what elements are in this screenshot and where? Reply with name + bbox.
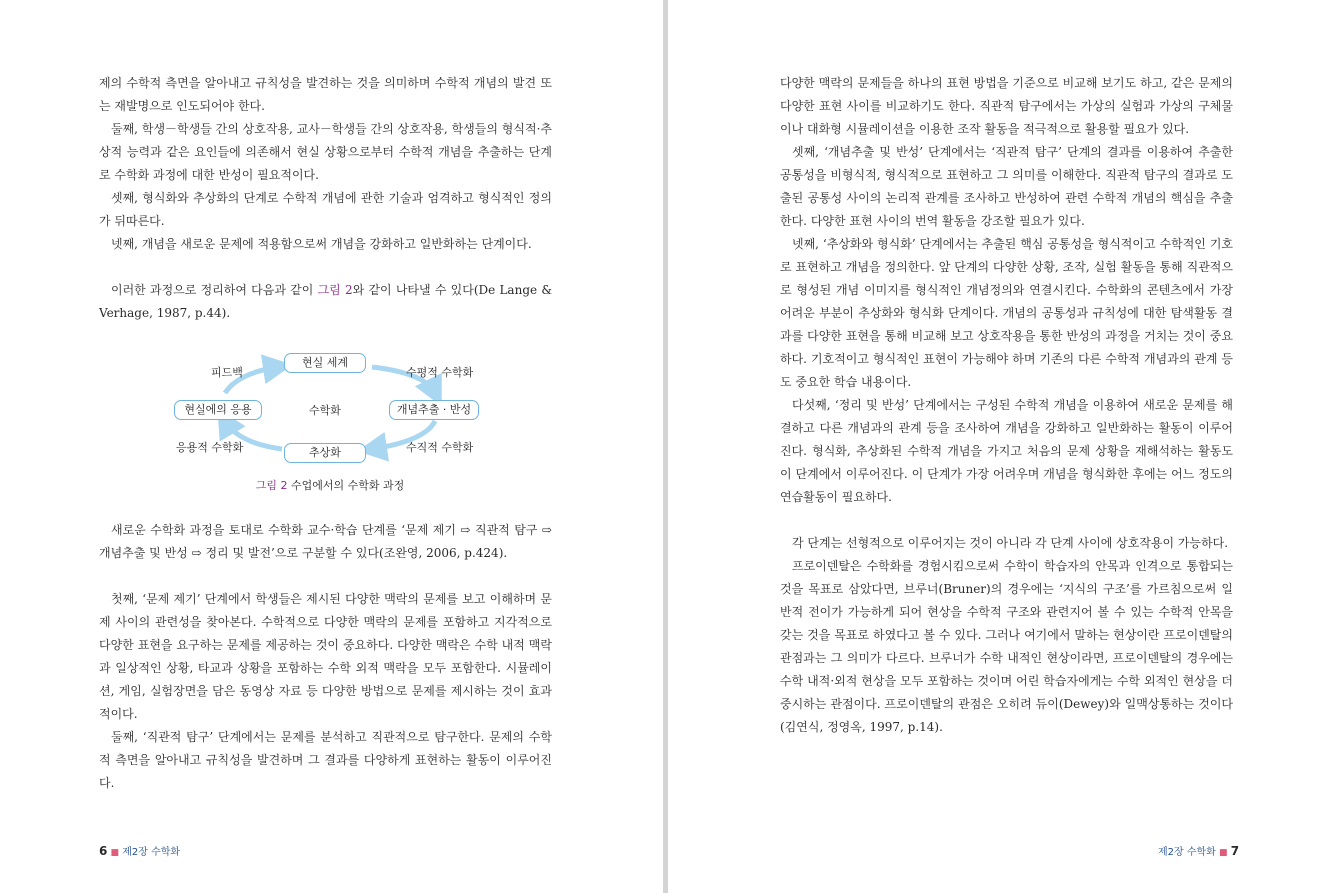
label-feedback: 피드백 [211, 366, 243, 379]
paragraph: 첫째, ‘문제 제기’ 단계에서 학생들은 제시된 다양한 맥락의 문제를 보고 이해하며 문제 사이의 관련성을 찾아본다. 수학적으로 다양한 맥락의 문제를 포함하고 지각적으로 다양한 표현을 요구하는 문제를 제공하는 것이 중요하다. 다양한 맥락은 수학 내적 맥락과 일상적인 상황, 타교과 상황을 포함하는 수학 외적 맥락을 모두 포함한다. 시뮬레이션, 게임, 실험장면을 담은 동영상 자료 등 다양한 방법으로 문제를 제시하는 것이 효과적이다. [99, 592, 552, 721]
paragraph: 새로운 수학화 과정을 토대로 수학화 교수·학습 단계를 ‘문제 제기 ⇨ 직관적 탐구 ⇨ 개념추출 및 반성 ⇨ 정리 및 발전’으로 구분할 수 있다(조완영, 2006, p.424). [99, 523, 552, 560]
left-footer [99, 843, 180, 858]
paragraph: 셋째, ‘개념추출 및 반성’ 단계에서는 ‘직관적 탐구’ 단계의 결과를 이용하여 추출한 공통성을 비형식적, 형식적으로 표현하고 그 의미를 이해한다. 직관적 탐구의 결과로 도출된 공통성 사이의 논리적 관계를 조사하고 반성하여 관련 수학적 개념의 핵심을 추출한다. 다양한 표현 사이의 번역 활동을 강조할 필요가 있다. [780, 145, 1233, 228]
node-application: 현실에의 응용 [174, 400, 262, 420]
paragraph: 다섯째, ‘정리 및 반성’ 단계에서는 구성된 수학적 개념을 이용하여 새로운 문제를 해결하고 다른 개념과의 관계 등을 조사하여 개념을 강화하고 일반화하는 활동이 이루어진다. 형식화, 추상화된 수학적 개념을 가지고 처음의 문제 상황을 재해석하는 활동도 이 단계에서 이루어진다. 이 단계가 가장 어려우며 개념을 형식화한 후에는 어느 정도의 연습활동이 필요하다. [780, 398, 1233, 504]
page-number: 7 [1230, 844, 1240, 858]
label-horizontal: 수평적 수학화 [406, 366, 474, 379]
left-text-bottom [99, 519, 552, 795]
node-concept-extraction: 개념추출 · 반성 [389, 400, 479, 420]
bullet-icon: ■ [110, 848, 120, 858]
node-abstraction: 추상화 [284, 443, 366, 463]
paragraph: 넷째, 개념을 새로운 문제에 적용함으로써 개념을 강화하고 일반화하는 단계이다. [111, 237, 532, 251]
figure-number: 그림 2 [255, 479, 288, 492]
paragraph: 제의 수학적 측면을 알아내고 규칙성을 발견하는 것을 의미하며 수학적 개념의 발견 또는 재발명으로 인도되어야 한다. [99, 76, 552, 113]
mathematization-diagram [160, 345, 500, 467]
paragraph: 셋째, 형식화와 추상화의 단계로 수학적 개념에 관한 기술과 엄격하고 형식적인 정의가 뒤따른다. [99, 191, 552, 228]
bullet-icon: ■ [1219, 848, 1228, 858]
figure-title: 수업에서의 수학화 과정 [290, 479, 405, 492]
label-applied: 응용적 수학화 [176, 441, 244, 454]
right-text [780, 72, 1233, 739]
paragraph: 둘째, 학생－학생들 간의 상호작용, 교사－학생들 간의 상호작용, 학생들의 형식적·추상적 능력과 같은 요인들에 의존해서 현실 상황으로부터 수학적 개념을 추출하는 단계로 수학화 과정에 대한 반성이 필요적이다. [99, 122, 552, 182]
right-footer [1158, 843, 1239, 858]
node-real-world: 현실 세계 [284, 353, 366, 373]
chapter-label: 제2장 수학화 [122, 847, 181, 858]
left-page [0, 0, 663, 893]
label-vertical: 수직적 수학화 [406, 441, 474, 454]
paragraph: 각 단계는 선형적으로 이루어지는 것이 아니라 각 단계 사이에 상호작용이 가능하다. [792, 536, 1229, 550]
page-number: 6 [99, 844, 108, 858]
figure-intro-paragraph: 이러한 과정으로 정리하여 다음과 같이 그림 2와 같이 나타낼 수 있다(De Lange & Verhage, 1987, p.44). [99, 283, 552, 320]
paragraph: 둘째, ‘직관적 탐구’ 단계에서는 문제를 분석하고 직관적으로 탐구한다. 문제의 수학적 측면을 알아내고 규칙성을 발견하며 그 결과를 다양하게 표현하는 활동이 이루어진다. [99, 730, 552, 790]
figure-caption [160, 477, 500, 493]
paragraph: 다양한 맥락의 문제들을 하나의 표현 방법을 기준으로 비교해 보기도 하고, 같은 문제의 다양한 표현 사이를 비교하기도 한다. 직관적 탐구에서는 가상의 실험과 가상의 구체물이나 대화형 시뮬레이션을 이용한 조작 활동을 적극적으로 활용할 필요가 있다. [780, 76, 1233, 136]
label-center: 수학화 [309, 404, 341, 417]
figure-reference: 그림 2 [317, 283, 353, 297]
paragraph: 넷째, ‘추상화와 형식화’ 단계에서는 추출된 핵심 공통성을 형식적이고 수학적인 기호로 표현하고 개념을 정의한다. 앞 단계의 다양한 상황, 조작, 실험 활동을 통해 직관적으로 형성된 개념 이미지를 형식적인 개념정의와 연결시킨다. 수학화의 콘텐츠에서 가장 어려운 부분이 추상화와 형식화 단계이다. 개념의 공통성과 규칙성에 대한 탐색활동 결과를 다양한 표현을 통해 비교해 보고 상호작용을 통한 반성의 과정을 거치는 것이 중요하다. 기호적이고 형식적인 표현이 가능해야 하며 기존의 다른 수학적 개념과의 관계 등도 중요한 학습 내용이다. [780, 237, 1233, 389]
left-text-top [99, 72, 552, 325]
chapter-label: 제2장 수학화 [1158, 847, 1216, 858]
paragraph: 프로이덴탈은 수학화를 경험시킴으로써 수학이 학습자의 안목과 인격으로 통합되는 것을 목표로 삼았다면, 브루너(Bruner)의 경우에는 ‘지식의 구조’를 가르침으로써 일반적 전이가 가능하게 되어 현상을 수학적 구조와 관련지어 볼 수 있는 수학적 안목을 갖는 것을 목표로 하였다고 볼 수 있다. 그러나 여기에서 말하는 현상이란 프로이덴탈의 관점과는 그 의미가 다르다. 브루너가 수학 내적인 현상이라면, 프로이덴탈의 경우에는 수학 내적·외적 현상을 모두 포함하는 것이며 어린 학습자에게는 수학 외적인 현상을 더 중시하는 관점이다. 프로이덴탈의 관점은 오히려 듀이(Dewey)와 일맥상통하는 것이다(김연식, 정영옥, 1997, p.14). [780, 559, 1233, 734]
